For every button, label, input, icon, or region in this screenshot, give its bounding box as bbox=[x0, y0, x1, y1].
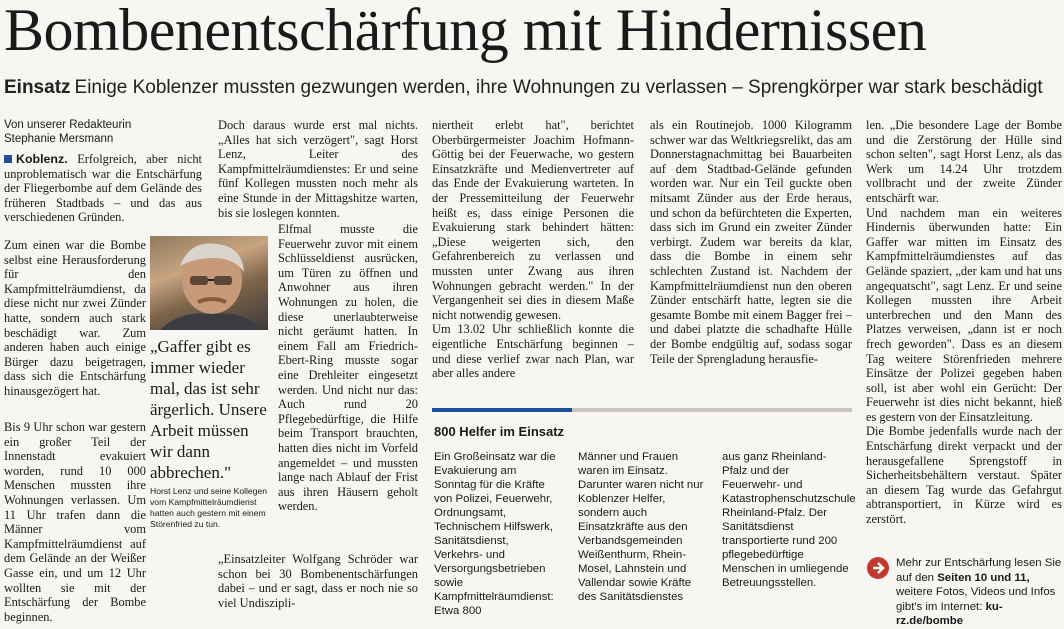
article-column-2c: „Einsatzleiter Wolfgang Schröder war schon bei 30 Bombenentschärfungen dabei – und er sagt, dass er noch nie so viel Undiszipli- bbox=[218, 552, 418, 610]
article-column-2b: Elfmal musste die Feuerwehr zuvor mit einem Schlüsseldienst ausrücken, um Türen zu öffnen und Anwohner aus ihren Wohnungen zu holen, die diese unerlaubterweise nicht geräumt hatten. In einem Fall am Friedrich-Ebert-Ring musste sogar eine Drehleiter eingesetzt werden. Und nicht nur das: Auch rund 20 Pflegebedürftige, die Hilfe beim Transport brauchten, hatten dies nicht im Vorfeld angemeldet – und mussten lange nach Ablauf der Frist aus ihren Häusern geholt werden. bbox=[278, 222, 418, 514]
article-column-4: als ein Routinejob. 1000 Kilogramm schwer war das Weltkriegsrelikt, das am Donnerstagnachmittag bei Bauarbeiten auf dem Stadtbad-Gelände gefunden worden war. Nur ein Teil guckte oben mitsamt Zünder aus der Erde heraus, und schon da befürchteten die Experten, dass sich im Grund ein zweiter Zünder verbirgt. Zudem war bereits da klar, dass die Bombe in einem sehr schlechten Zustand ist. Nachdem der Kampfmittelräumdienst nun den oberen Zünder entschärft hatte, legten sie die gesamte Bombe mit einem Bagger frei – und dabei platzte die schadhafte Hülle der Bombe endgültig auf, sodass sogar Teile der Sprengladung herausfie- bbox=[650, 118, 852, 366]
infobox-column-2: Männer und Frauen waren im Einsatz. Darunter waren nicht nur Koblenzer Helfer, sondern auch Einsatzkräfte aus den Verbandsgemeinden Weißenthurm, Rhein-Mosel, Lahnstein und Vallendar sowie Kräfte des Sanitätsdienstes bbox=[578, 451, 704, 603]
article-column-5: len. „Die besondere Lage der Bombe und die Zerstörung der Hülle sind schon selten", sagt Horst Lenz, als das Werk um 14.24 Uhr trotzdem vollbracht und der zweite Zünder entschärft war. Und nachdem man ein weiteres Hindernis überwunden hatte: Ein Gaffer war mitten im Einsatz des Kampfmittelräumdienstes auf das Gelände spaziert, „der kam und hat uns angequatscht", sagt Lenz. Er und seine Kollegen mussten ihre Arbeit unterbrechen und den Mann des Platzes verweisen, „dann ist er noch frech geworden". Dass es an diesem Tag weitere Störenfrieden mehrere Einsätze der Polizei gegeben haben soll, ist aber wohl ein Gerücht: Der Feuerwehr ist dies nicht bekannt, hieß es gestern von der Einsatzleitung. Die Bombe jedenfalls wurde nach der Entschärfung direkt verpackt und der herausgefallene Sprengstoff in Sicherheitsbehältern verstaut. Später an diesem Tag wurde das Gefahrgut abtransportiert, in Kürze wird es zerstört. bbox=[866, 118, 1062, 527]
portrait-illustration bbox=[150, 236, 268, 330]
more-arrow-icon bbox=[866, 556, 890, 585]
article-column-1b: Zum einen war die Bombe selbst eine Herausforderung für den Kampfmittelräumdienst, da diese nicht nur zwei Zünder hatte, sondern auch stark beschädigt war. Zum anderen haben auch einige Bürger dazu beigetragen, dass sich die Entschärfung hinausgezögert hat. bbox=[4, 238, 146, 398]
subheadline bbox=[4, 76, 1043, 100]
infobox-accent-bar bbox=[432, 408, 572, 412]
kicker: Einsatz bbox=[4, 77, 71, 98]
dateline-marker bbox=[4, 155, 12, 163]
pull-quote: „Gaffer gibt es immer wieder mal, das ist sehr ärgerlich. Unsere Arbeit müssen wir dann abbrechen." bbox=[150, 337, 267, 482]
infobox-column-3: aus ganz Rheinland-Pfalz und der Feuerwehr- und Katastrophenschutzschule Rheinland-Pfalz. Der Sanitätsdienst transportierte rund 200 pflegebedürftige Menschen in umliegende Betreuungsstellen. bbox=[722, 451, 856, 589]
col1-part-a: Erfolgreich, aber nicht unproblematisch war die Entschärfung der Fliegerbombe auf dem Gelände des früheren Stadtbads – und das aus verschiedenen Gründen. bbox=[4, 152, 202, 225]
article-column-2a: Doch daraus wurde erst mal nichts. „Alles hat sich verzögert", sagt Horst Lenz, Leiter des Kampfmittelräumdienstes: Er und seine fünf Kollegen mussten noch mehr als eine Stunde in der Mittagshitze warten, bis sie loslegen konnten. bbox=[218, 118, 418, 220]
byline bbox=[4, 118, 202, 146]
photo-caption: Horst Lenz und seine Kollegen vom Kampfmittelräumdienst hatten auch gestern mit einem Störenfried zu tun. bbox=[150, 486, 268, 529]
more-text-1: Mehr zur Entschärfung lesen Sie auf den bbox=[896, 557, 1062, 584]
article-column-3: niertheit erlebt hat", berichtet Oberbürgermeister Joachim Hofmann-Göttig bei der Feuerwache, wo gestern Einsatzkräfte und Medienvertreter auf das Ende der Evakuierung warteten. In der Pressemitteilung der Feuerwehr heißt es, dass einige Personen die Evakuierung stark behindert hätten: „Diese weigerten sich, den Gefahrenbereich zu verlassen und mussten unter Zwang aus ihren Wohnungen gebracht werden." In der Vergangenheit sei dies in diesem Maße nicht notwendig gewesen. Um 13.02 Uhr schließlich konnte die eigentliche Entschärfung beginnen – und diese verlief zwar nach Plan, war aber alles andere bbox=[432, 118, 634, 381]
subheadline-text: Einige Koblenzer mussten gezwungen werden, ihre Wohnungen zu verlassen – Sprengkörper war stark beschädigt bbox=[74, 77, 1043, 98]
more-info-teaser bbox=[896, 556, 1062, 629]
more-url-link[interactable]: ku-rz.de/bombe bbox=[896, 600, 1003, 627]
dateline: Koblenz. bbox=[16, 152, 68, 166]
article-column-1c: Bis 9 Uhr schon war gestern ein großer Teil der Innenstadt evakuiert worden, rund 10 000 Menschen mussten ihre Wohnungen verlassen. Um 11 Uhr trafen dann die Männer vom Kampfmittelräumdienst auf dem Gelände an der Weißer Gasse ein, und um 12 Uhr wollten sie mit der Entschärfung der Bombe beginnen. bbox=[4, 420, 146, 624]
more-text-2: weitere Fotos, Videos und Infos gibt's im Internet: bbox=[896, 586, 1056, 613]
more-pages: Seiten 10 und 11, bbox=[937, 571, 1030, 584]
headline: Bombenentschärfung mit Hindernissen bbox=[4, 0, 927, 63]
infobox-column-1: Ein Großeinsatz war die Evakuierung am Sonntag für die Kräfte von Polizei, Feuerwehr, Ordnungsamt, Technischem Hilfswerk, Sanitätsdienst, Verkehrs- und Versorgungsbetrieben sowie Kampfmittelräumdienst: Etwa 800 bbox=[434, 451, 556, 617]
portrait-photo bbox=[150, 236, 268, 330]
author-name: Stephanie Mersmann bbox=[4, 133, 114, 145]
byline-line-1: Von unserer Redakteurin bbox=[4, 119, 132, 131]
infobox-title: 800 Helfer im Einsatz bbox=[434, 424, 565, 439]
